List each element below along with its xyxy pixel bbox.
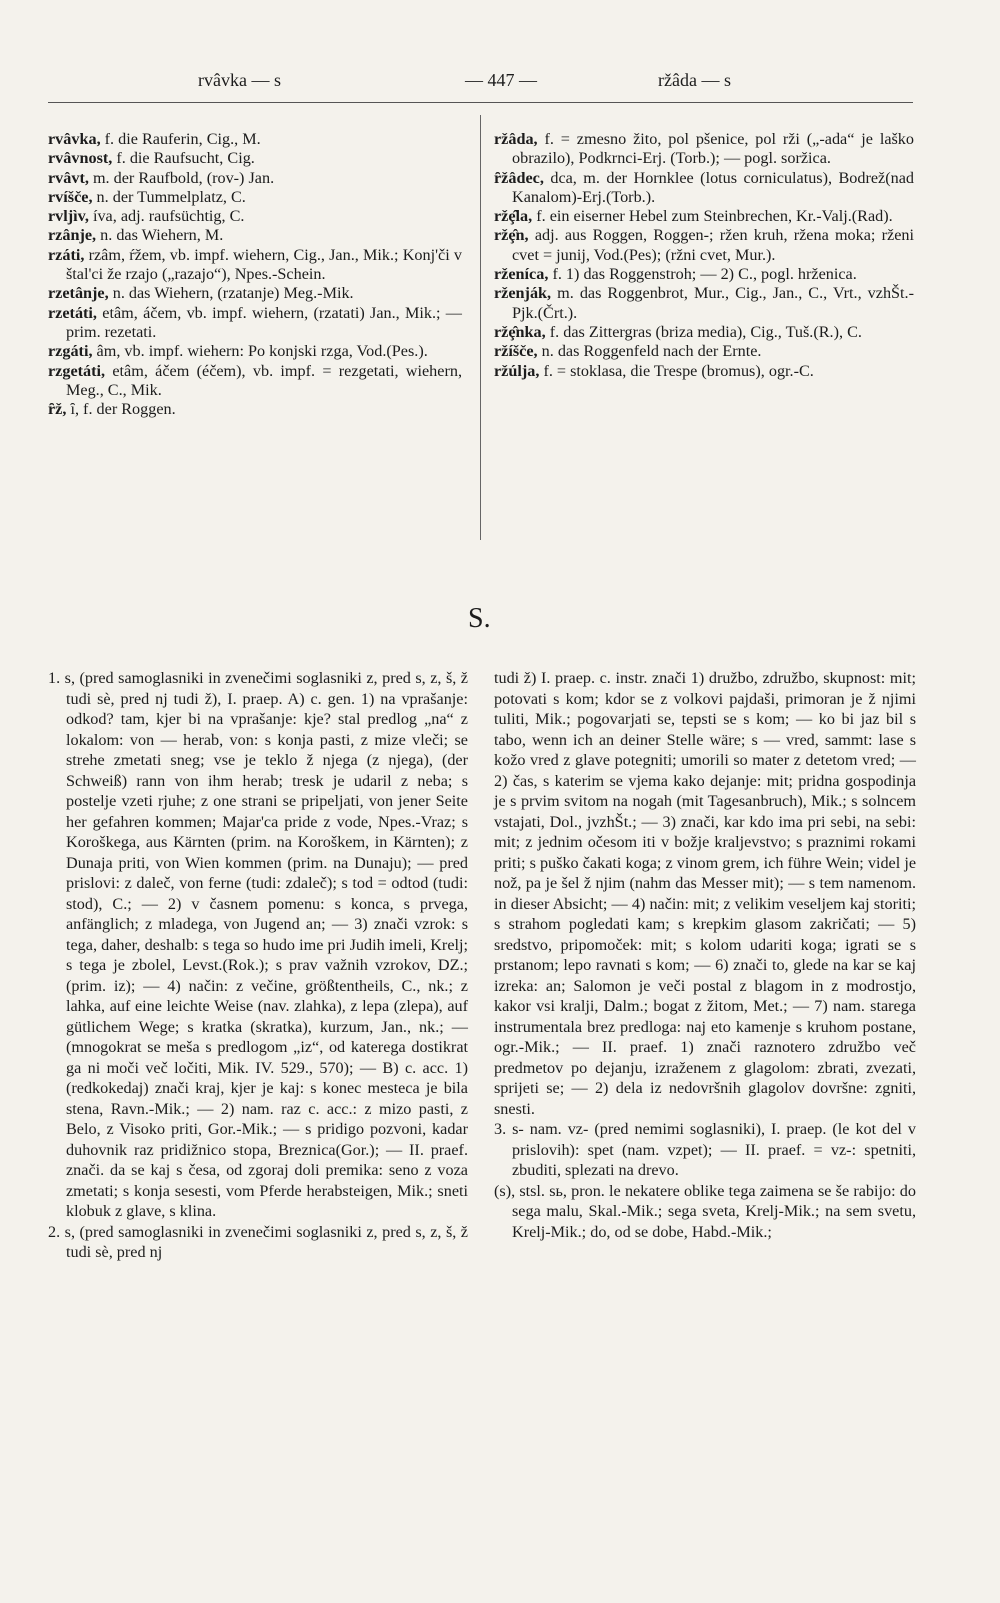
definition: dca, m. der Hornklee (lotus corniculatus), Bodrež(nad Kanalom)-Erj.(Torb.). xyxy=(512,168,914,206)
definition: n. das Wiehern, (rzatanje) Meg.-Mik. xyxy=(112,284,354,303)
headword: rženíca, xyxy=(494,265,549,284)
headword: rzetânje, xyxy=(48,284,109,303)
page-header xyxy=(48,70,913,96)
headword: rzetáti, xyxy=(48,303,97,322)
entry xyxy=(48,304,462,343)
headword: rženják, xyxy=(494,284,552,303)
entry xyxy=(48,207,462,226)
definition: n. der Tummelplatz, C. xyxy=(96,187,246,206)
entry xyxy=(48,400,462,419)
header-right-guideword: ržâda — s xyxy=(658,70,731,90)
column-divider xyxy=(480,115,481,540)
entry xyxy=(494,130,914,169)
definition: f. ein eiserner Hebel zum Steinbrechen, Kr.-Valj.(Rad). xyxy=(536,207,893,226)
definition: ȋ, f. der Roggen. xyxy=(70,400,176,419)
headword: rzgáti, xyxy=(48,342,93,361)
entry-paragraph: (s), stsl. sь, pron. le nekatere oblike tega zaimena se še rabijo: do sega malu, Skal.-Mik.; sega sveta, Krelj-Mik.; na sem svetu, Krelj-Mik.; do, od se dobe, Habd.-Mik.; xyxy=(494,1181,916,1241)
headword: rvâvt, xyxy=(48,168,89,187)
definition: f. 1) das Roggenstroh; — 2) C., pogl. hrženica. xyxy=(552,265,857,284)
entry xyxy=(494,284,914,323)
headword: ȓž, xyxy=(48,400,67,419)
definition: f. das Zittergras (briza media), Cig., Tuš.(R.), C. xyxy=(549,322,862,341)
entry xyxy=(48,246,462,285)
bottom-right-column xyxy=(494,668,916,1242)
bottom-left-column xyxy=(48,668,468,1263)
definition: n. das Wiehern, M. xyxy=(100,226,224,245)
entry xyxy=(48,169,462,188)
headword: rvíšče, xyxy=(48,187,93,206)
header-left-guideword: rvâvka — s xyxy=(198,70,281,90)
headword: ržȩ̂n, xyxy=(494,226,529,245)
entry xyxy=(494,265,914,284)
headword: rzgetáti, xyxy=(48,361,106,380)
headword: rvâvnost, xyxy=(48,149,113,168)
entry xyxy=(48,362,462,401)
definition: m. das Roggenbrot, Mur., Cig., Jan., C., Vrt., vzhŠt.-Pjk.(Črt.). xyxy=(512,284,914,322)
definition: n. das Roggenfeld nach der Ernte. xyxy=(541,342,762,361)
entry xyxy=(48,130,462,149)
entry xyxy=(48,284,462,303)
definition: f. = stoklasa, die Trespe (bromus), ogr.-C. xyxy=(543,361,814,380)
definition: f. die Raufsucht, Cig. xyxy=(116,149,255,168)
entry xyxy=(48,342,462,361)
entry xyxy=(494,226,914,265)
entry xyxy=(48,188,462,207)
definition: âm, vb. impf. wiehern: Po konjski rzga, Vod.(Pes.). xyxy=(96,342,428,361)
definition: f. = zmesno žito, pol pšenice, pol rži („-ada“ je laško obrazilo), Podkrnci-Erj. (Torb.); — pogl. soržica. xyxy=(512,130,914,168)
entry-paragraph: tudi ž) I. praep. c. instr. znači 1) družbo, združbo, skupnost: mit; potovati s kom; kdor se z volkovi pajdaši, primoran je ž njimi tuliti, Mik.; pogovarjati se, tepsti se s kom; — ko bi jaz bil s tabo, wenn ich an deiner Stelle wäre; s — vred, sammt: lase s kožo vred z glave potegniti; umorili so mater z detetom vred; — 2) čas, s katerim se vjema kako dejanje: mit; pridna gospodinja je s prvim svitom na nogah (mit Tagesanbruch), Mik.; s solncem vstajati, Dol., jvzhŠt.; — 3) znači, kar kdo ima pri sebi, na sebi: mit; z jednim očesom iti v božje kraljevstvo; s praznimi rokami priti; s puško čakati koga; z vinom grem, ich führe Wein; videl je nož, pa je šel ž njim (nahm das Messer mit); — s tem namenom. in dieser Absicht; — 4) način: mit; z velikim veseljem kaj storiti; s strahom pogledati kam; s krepkim glasom zakričati; — 5) sredstvo, pripomoček: mit; s kolom udariti koga; igrati se s prstanom; lepo ravnati s kom; — 6) znači to, glede na kar se kaj izreka: an; Salomon je veči postal z blagom in z modrostjo, kakor vsi kralji, Dalm.; bogat z žitom, Met.; — 7) nam. starega instrumentala brez predloga: naj eto kamenje s kruhom postane, ogr.-Mik.; — II. praef. 1) znači raznotero združbo več predmetov po dejanju, izraženem z glagolom: zbrati, zvezati, sprijeti se; — 2) dela iz nedovršnih glagolov dovršne: zgniti, snesti. xyxy=(494,669,916,1118)
entry xyxy=(494,362,914,381)
headword: rzânje, xyxy=(48,226,97,245)
top-left-column xyxy=(48,130,462,419)
entry xyxy=(494,323,914,342)
entry-paragraph: 1. s, (pred samoglasniki in zvenečimi soglasniki z, pred s, z, š, ž tudi sè, pred nj tudi ž), I. praep. A) c. gen. 1) na vprašanje: odkod? tam, kjer bi na vprašanje: kje? stal predlog „na“ z lokalom: von — herab, von: s konja pasti, z mize vleči; se strehe zmetati sneg; vse je teklo ž njega (z njega), (der Schweiß) rann von ihm herab; tresk je udaril z neba; s postelje vzeti rjuhe; z one strani se pripeljati, von jener Seite her gefahren kommen; Majar'ca pride z vode, Npes.-Vraz; s Koroškega, aus Kärnten (prim. na Koroškem, in Kärnten); z Dunaja priti, von Wien kommen (prim. na Dunaju); — pred prislovi: z daleč, von ferne (tudi: zdaleč); s tod = odtod (tudi: stod), C.; — 2) v časnem pomenu: s konca, s prvega, anfänglich; z mladega, von Jugend an; — 3) znači vzrok: s tega, daher, deshalb: s tega so hudo ime pri Judih imeli, Krelj; s tega je zbolel, Levst.(Rok.); s prav važnih vzrokov, DZ.; (prim. iz); — 4) način: z večine, größtentheils, C., nk.; z lahka, auf eine leichte Weise (nav. zlahka), z lepa (zlepa), auf gütlichem Wege; s kratka (skratka), kurzum, Jan., nk.; — (mnogokrat se meša s predlogom „iz“, od katerega dostikrat ga ni moči več ločiti, Mik. IV. 529., 570); — B) c. acc. 1) (redkokedaj) znači kraj, kjer je kaj: s konec mesteca je bila stena, Ravn.-Mik.; — 2) nam. raz c. acc.: z mizo pasti, z Belo, z Visoko priti, Gor.-Mik.; — s pridigo pozvoni, kadar duhovnik raz pridižnico stopa, Breznica(Gor.); — II. praef. znači. da se kaj s česa, od zgoraj doli premika: seno z voza zmetati; s konja sesesti, vom Pferde herabsteigen, Mik.; sneti klobuk z glave, s klina. xyxy=(48,669,468,1220)
headword: rvljìv, xyxy=(48,207,89,226)
section-letter: S. xyxy=(468,603,491,634)
entry xyxy=(494,342,914,361)
definition: f. die Rauferin, Cig., M. xyxy=(104,130,261,148)
definition: etâm, áčem, vb. impf. wiehern, (rzatati) Jan., Mik.; — prim. rezetati. xyxy=(66,303,462,341)
definition: etâm, áčem (éčem), vb. impf. = rezgetati, wiehern, Meg., C., Mik. xyxy=(66,361,462,399)
definition: m. der Raufbold, (rov-) Jan. xyxy=(92,168,275,187)
headword: ržȩ̂nka, xyxy=(494,322,546,341)
headword: ȓžâdec, xyxy=(494,168,544,187)
headword: rzáti, xyxy=(48,245,85,264)
entry xyxy=(48,149,462,168)
headword: ržȩ̂la, xyxy=(494,207,533,226)
top-right-column xyxy=(494,130,914,381)
headword: rvâvka, xyxy=(48,130,101,148)
entry-paragraph: 3. s- nam. vz- (pred nemimi soglasniki), I. praep. (le kot del v prislovih): spet (nam. vzpet); — II. praef. = vz-: spetniti, zbuditi, splezati na drevo. xyxy=(494,1120,916,1179)
headword: ržúlja, xyxy=(494,361,540,380)
entry xyxy=(48,226,462,245)
definition: rzâm, ŕžem, vb. impf. wiehern, Cig., Jan., Mik.; Konj'či v štal'ci že rzajo („razajo“), Npes.-Schein. xyxy=(66,245,462,284)
entry-paragraph: 2. s, (pred samoglasniki in zvenečimi soglasniki z, pred s, z, š, ž tudi sè, pred nj xyxy=(48,1222,468,1261)
headword: ržâda, xyxy=(494,130,538,148)
definition: íva, adj. raufsüchtig, C. xyxy=(92,207,245,226)
definition: adj. aus Roggen, Roggen-; ržen kruh, ržena moka; rženi cvet = junij, Vod.(Pes); (ržni cvet, Mur.). xyxy=(512,226,914,264)
header-rule xyxy=(48,102,913,103)
page-number: — 447 — xyxy=(465,70,537,90)
entry xyxy=(494,169,914,208)
headword: ržíšče, xyxy=(494,342,538,361)
entry xyxy=(494,207,914,226)
